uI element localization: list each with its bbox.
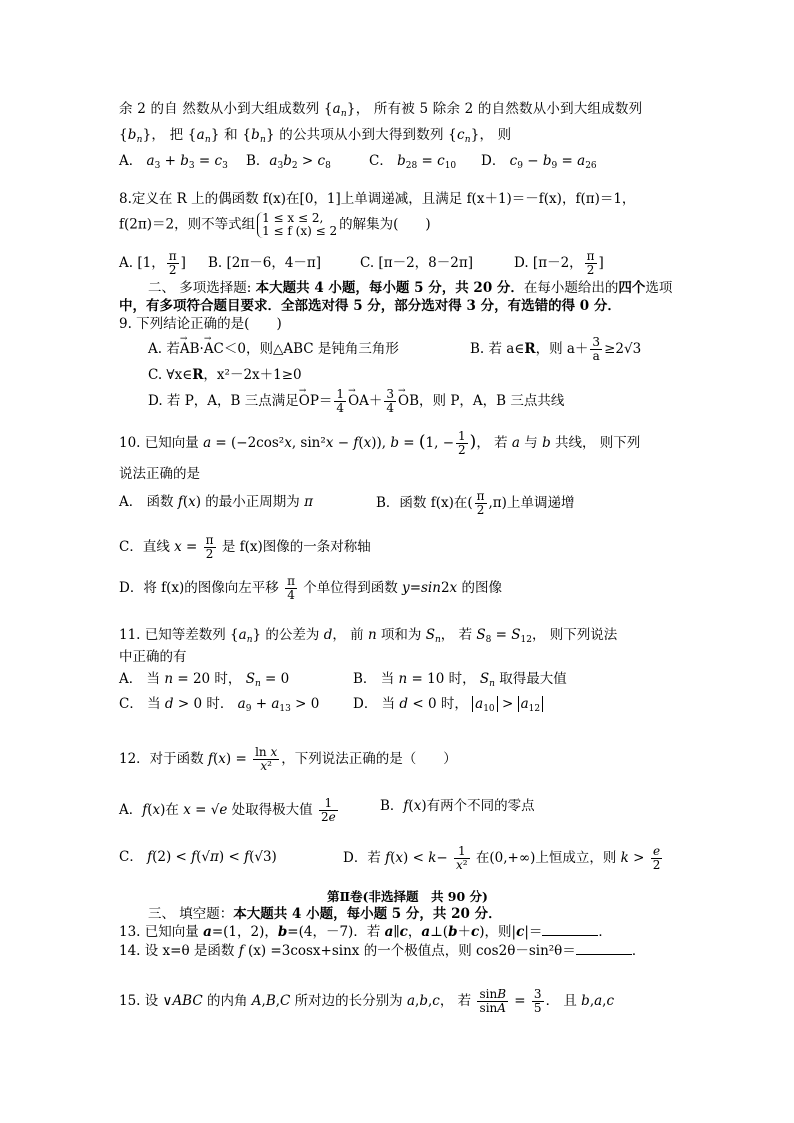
q14-answer-blank[interactable] — [576, 942, 632, 955]
q9-option-b: B. 若 a∈R，则 a＋ $\frac{3}{a}$ ≥2√3 — [470, 335, 642, 363]
q14-text: 14. 设 x=θ 是函数 f (x) =3cosx+sinx 的一个极值点，则 cos2θ－sin²θ＝ ． — [119, 943, 646, 959]
q8-line2 — [119, 212, 431, 238]
q8-option-c: C. [π－2，8－2π] — [360, 255, 473, 271]
q10-stem: 10. 已知向量 a = (−2cos²x, sin²x − f(x)), b = (1, − $\frac{1}{2}$ )， 若 a 与 b 共线， 则下列 — [119, 429, 641, 457]
section2-line2: 中，有多项符合题目要求．全部选对得 5 分，部分选对得 3 分，有选错的得 0 分． — [119, 298, 621, 314]
q7-option-d: D． $c_9 - b_9 = a_{26}$ — [481, 153, 597, 171]
q7-option-a: A． $a_3 + b_3 = c_3$ — [119, 153, 228, 171]
q10-option-d: D．将 f(x)的图像向左平移 $\frac{\pi}{4}$ 个单位得到函数 y=sin2x 的图像 — [119, 574, 502, 602]
q8-option-a: A. [1， $\frac{\pi}{2}$ ] — [119, 249, 186, 277]
inequality-2: 1 ≤ f (x) ≤ 2 — [262, 224, 338, 238]
q12-option-b: B．f(x)有两个不同的零点 — [380, 798, 535, 814]
q13-answer-blank[interactable] — [542, 923, 598, 936]
q11-option-a: A． 当 n = 20 时， $S_n = 0$ — [119, 671, 290, 689]
q15-text: 15. 设 ∨ABC 的内角 A,B,C 所对边的长分别为 a,b,c， 若 $\frac{\sin B}{\sin A}$ = $\frac{3}{5}$ ． 且 b,a,c — [119, 987, 615, 1015]
q10-option-c: C．直线 x = $\frac{\pi}{2}$ 是 f(x)图像的一条对称轴 — [119, 533, 371, 561]
q9-option-c: C. ∀x∈R，x²－2x＋1≥0 — [148, 367, 302, 383]
q12-stem: 12．对于函数 f(x) = $\frac{\text{ln x}}{\text{x²}}$ ，下列说法正确的是（ ） — [119, 745, 457, 773]
q8-option-d: D. [π－2， $\frac{\pi}{2}$ ] — [514, 249, 604, 277]
q8-line1: 8.定义在 R 上的偶函数 f(x)在[0，1]上单调递减，且满足 f(x＋1)＝－f(x)，f(π)＝1， — [119, 191, 636, 207]
q11-option-b: B． 当 n = 10 时， $S_n$ 取得最大值 — [353, 671, 567, 689]
q8-option-b: B. [2π－6，4－π] — [208, 255, 322, 271]
q7-option-b: B．$a_3b_2 > c_8$ — [246, 153, 331, 171]
q11-option-d: D． 当 d < 0 时， $a_{10} > a_{12}$ — [353, 695, 543, 718]
inequality-1: 1 ≤ x ≤ 2, — [262, 211, 324, 225]
part2-title: 第Ⅱ卷(非选择题 共 90 分) — [327, 889, 488, 904]
q8-line2-prefix: f(2π)＝2，则不等式组 — [119, 216, 256, 233]
q11-option-c: C． 当 d > 0 时． $a_9 + a_{13} > 0$ — [119, 696, 320, 714]
q7-option-c: C． $b_{28} = c_{10}$ — [369, 153, 457, 171]
q12-option-d: D．若 f(x) < k− $\frac{1}{\text{x²}}$ 在(0,+∞)上恒成立，则 k > $\frac{e}{2}$ — [343, 844, 661, 872]
section3-title: 三、 填空题：本大题共 4 小题，每小题 5 分，共 20 分． — [148, 906, 502, 922]
section2-line1: 二、 多项选择题: 本大题共 4 小题，每小题 5 分，共 20 分．在每小题给出的四个选项 — [148, 280, 673, 296]
q12-option-c: C． f(2) < f(√π) < f(√3) — [119, 849, 277, 865]
q9-stem: 9. 下列结论正确的是( ) — [119, 316, 282, 332]
q9-option-d: D. 若 P，A，B 三点满足→ OP＝ $\frac{1}{4}$ → OA＋ $\frac{3}{4}$ → OB，则 P，A，B 三点共线 — [148, 388, 564, 415]
q11-stem: 11. 已知等差数列 $\{a_n\}$ 的公差为 d， 前 n 项和为 $S_n$， 若 $S_8 = S_{12}$， 则下列说法 — [119, 627, 618, 645]
q10-stem2: 说法正确的是 — [119, 466, 200, 482]
inequality-system — [257, 212, 337, 238]
q8-line2-suffix: 的解集为( ) — [339, 216, 431, 233]
q11-stem2: 中正确的有 — [119, 649, 187, 665]
q7-line2: $\{b_n\}$， 把 $\{a_n\}$ 和 $\{b_n\}$ 的公共项从小到大得到数列 $\{c_n\}$， 则 — [119, 127, 512, 145]
q10-option-a: A． 函数 f(x) 的最小正周期为 π — [119, 494, 313, 510]
q13-text: 13. 已知向量 a=(1，2)，b=(4，－7)．若 a∥c，a⊥(b＋c)，则|c|＝ ． — [119, 924, 612, 940]
q10-option-b: B．函数 f(x)在( $\frac{\pi}{2}$ ,π)上单调递增 — [376, 489, 575, 517]
q9-option-a: A. 若→ AB·→ AC＜0，则△ABC 是钝角三角形 — [148, 340, 399, 358]
q12-option-a: A．f(x)在 x = √e 处取得极大值 $\frac{1}{2e}$ — [119, 796, 336, 824]
q7-line1: 余 2 的自 然数从小到大组成数列 $\{a_n\}$， 所有被 5 除余 2 的自然数从小到大组成数列 — [119, 101, 643, 119]
